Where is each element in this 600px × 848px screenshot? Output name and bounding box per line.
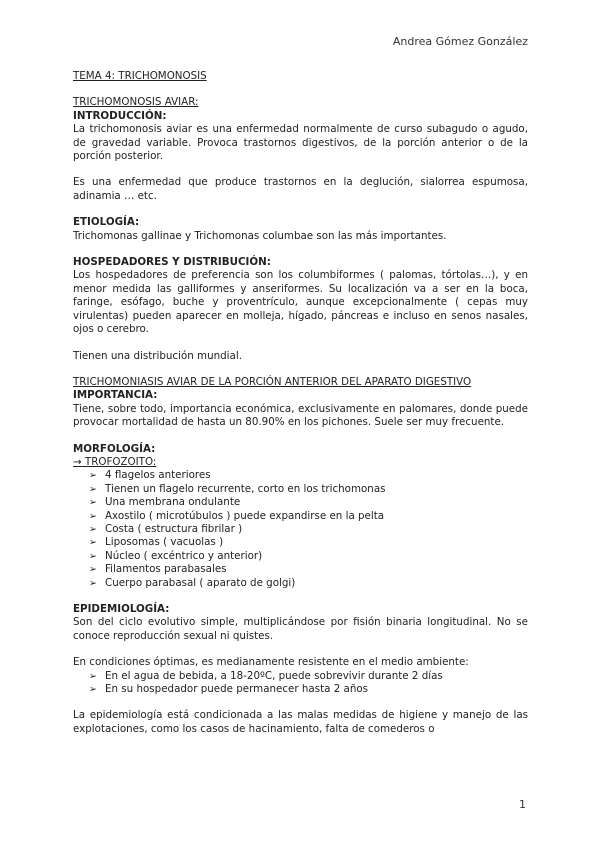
hospedadores-paragraph-2: Tienen una distribución mundial.: [73, 349, 242, 362]
section-heading-porcion-anterior: TRICHOMONIASIS AVIAR DE LA PORCIÓN ANTERIOR DEL APARATO DIGESTIVO: [73, 375, 472, 388]
list-item: ➢ Filamentos parabasales: [89, 563, 528, 576]
epidemiologia-list: [73, 670, 528, 697]
heading-epidemiologia: EPIDEMIOLOGÍA:: [73, 603, 170, 615]
list-item: ➢ 4 flagelos anteriores: [89, 469, 528, 482]
document-body: [73, 70, 528, 736]
intro-paragraph-1: La trichomonosis aviar es una enfermedad normalmente de curso subagudo o agudo, de gravedad variable. Provoca trastornos digestivos, de la porción anterior o de la porción posterior.: [73, 123, 528, 163]
hospedadores-paragraph-1: Los hospedadores de preferencia son los columbiformes ( palomas, tórtolas…), y en menor medida las galliformes y anseriformes. Su localización va a ser en la boca, faringe, esófago, buche y proventrículo, aunque excepcionalmente ( cepas muy virulentas) pueden aparecer en molleja, hígado, páncreas e incluso en senos nasales, ojos o cerebro.: [73, 269, 528, 336]
list-item: ➢ Axostilo ( microtúbulos ) puede expandirse en la pelta: [89, 510, 528, 523]
author-header: Andrea Gómez González: [392, 35, 528, 48]
list-item: ➢ Costa ( estructura fibrilar ): [89, 523, 528, 536]
intro-paragraph-2: Es una enfermedad que produce trastornos en la deglución, sialorrea espumosa, adinamia … etc.: [73, 176, 528, 202]
etiologia-text: Trichomonas gallinae y Trichomonas columbae son las más importantes.: [73, 229, 447, 242]
list-item: ➢ Tienen un flagelo recurrente, corto en los trichomonas: [89, 483, 528, 496]
list-item: ➢ Núcleo ( excéntrico y anterior): [89, 550, 528, 563]
list-item: ➢ Cuerpo parabasal ( aparato de golgi): [89, 577, 528, 590]
list-item: ➢ Liposomas ( vacuolas ): [89, 536, 528, 549]
heading-introduccion: INTRODUCCIÓN:: [73, 109, 167, 122]
page-title: TEMA 4: TRICHOMONOSIS: [73, 70, 207, 82]
heading-hospedadores: HOSPEDADORES Y DISTRIBUCIÓN:: [73, 256, 271, 269]
epidemiologia-paragraph-3: La epidemiología está condicionada a las malas medidas de higiene y manejo de las explotaciones, como los casos de hacinamiento, falta de comederos o: [73, 709, 528, 735]
importancia-text: Tiene, sobre todo, importancia económica, exclusivamente en palomares, donde puede provocar mortalidad de hasta un 80.90% en los pichones. Suele ser muy frecuente.: [73, 402, 528, 429]
epidemiologia-paragraph-2: En condiciones óptimas, es medianamente resistente en el medio ambiente:: [73, 656, 469, 669]
heading-etiologia: ETIOLOGÍA:: [73, 216, 140, 229]
subheading-trofozoito: → TROFOZOITO:: [73, 455, 157, 468]
list-item: ➢ Una membrana ondulante: [89, 496, 528, 509]
list-item: ➢ En el agua de bebida, a 18-20ºC, puede sobrevivir durante 2 días: [89, 670, 528, 683]
list-item: ➢ En su hospedador puede permanecer hasta 2 años: [89, 683, 528, 696]
section-heading-trichomonosis-aviar: TRICHOMONOSIS AVIAR:: [73, 96, 199, 109]
heading-morfologia: MORFOLOGÍA:: [73, 442, 156, 455]
page-number: 1: [519, 798, 526, 811]
heading-importancia: IMPORTANCIA:: [73, 389, 158, 402]
morfologia-list: [73, 469, 528, 590]
epidemiologia-paragraph-1: Son del ciclo evolutivo simple, multiplicándose por fisión binaria longitudinal. No se conoce reproducción sexual ni quistes.: [73, 616, 528, 642]
